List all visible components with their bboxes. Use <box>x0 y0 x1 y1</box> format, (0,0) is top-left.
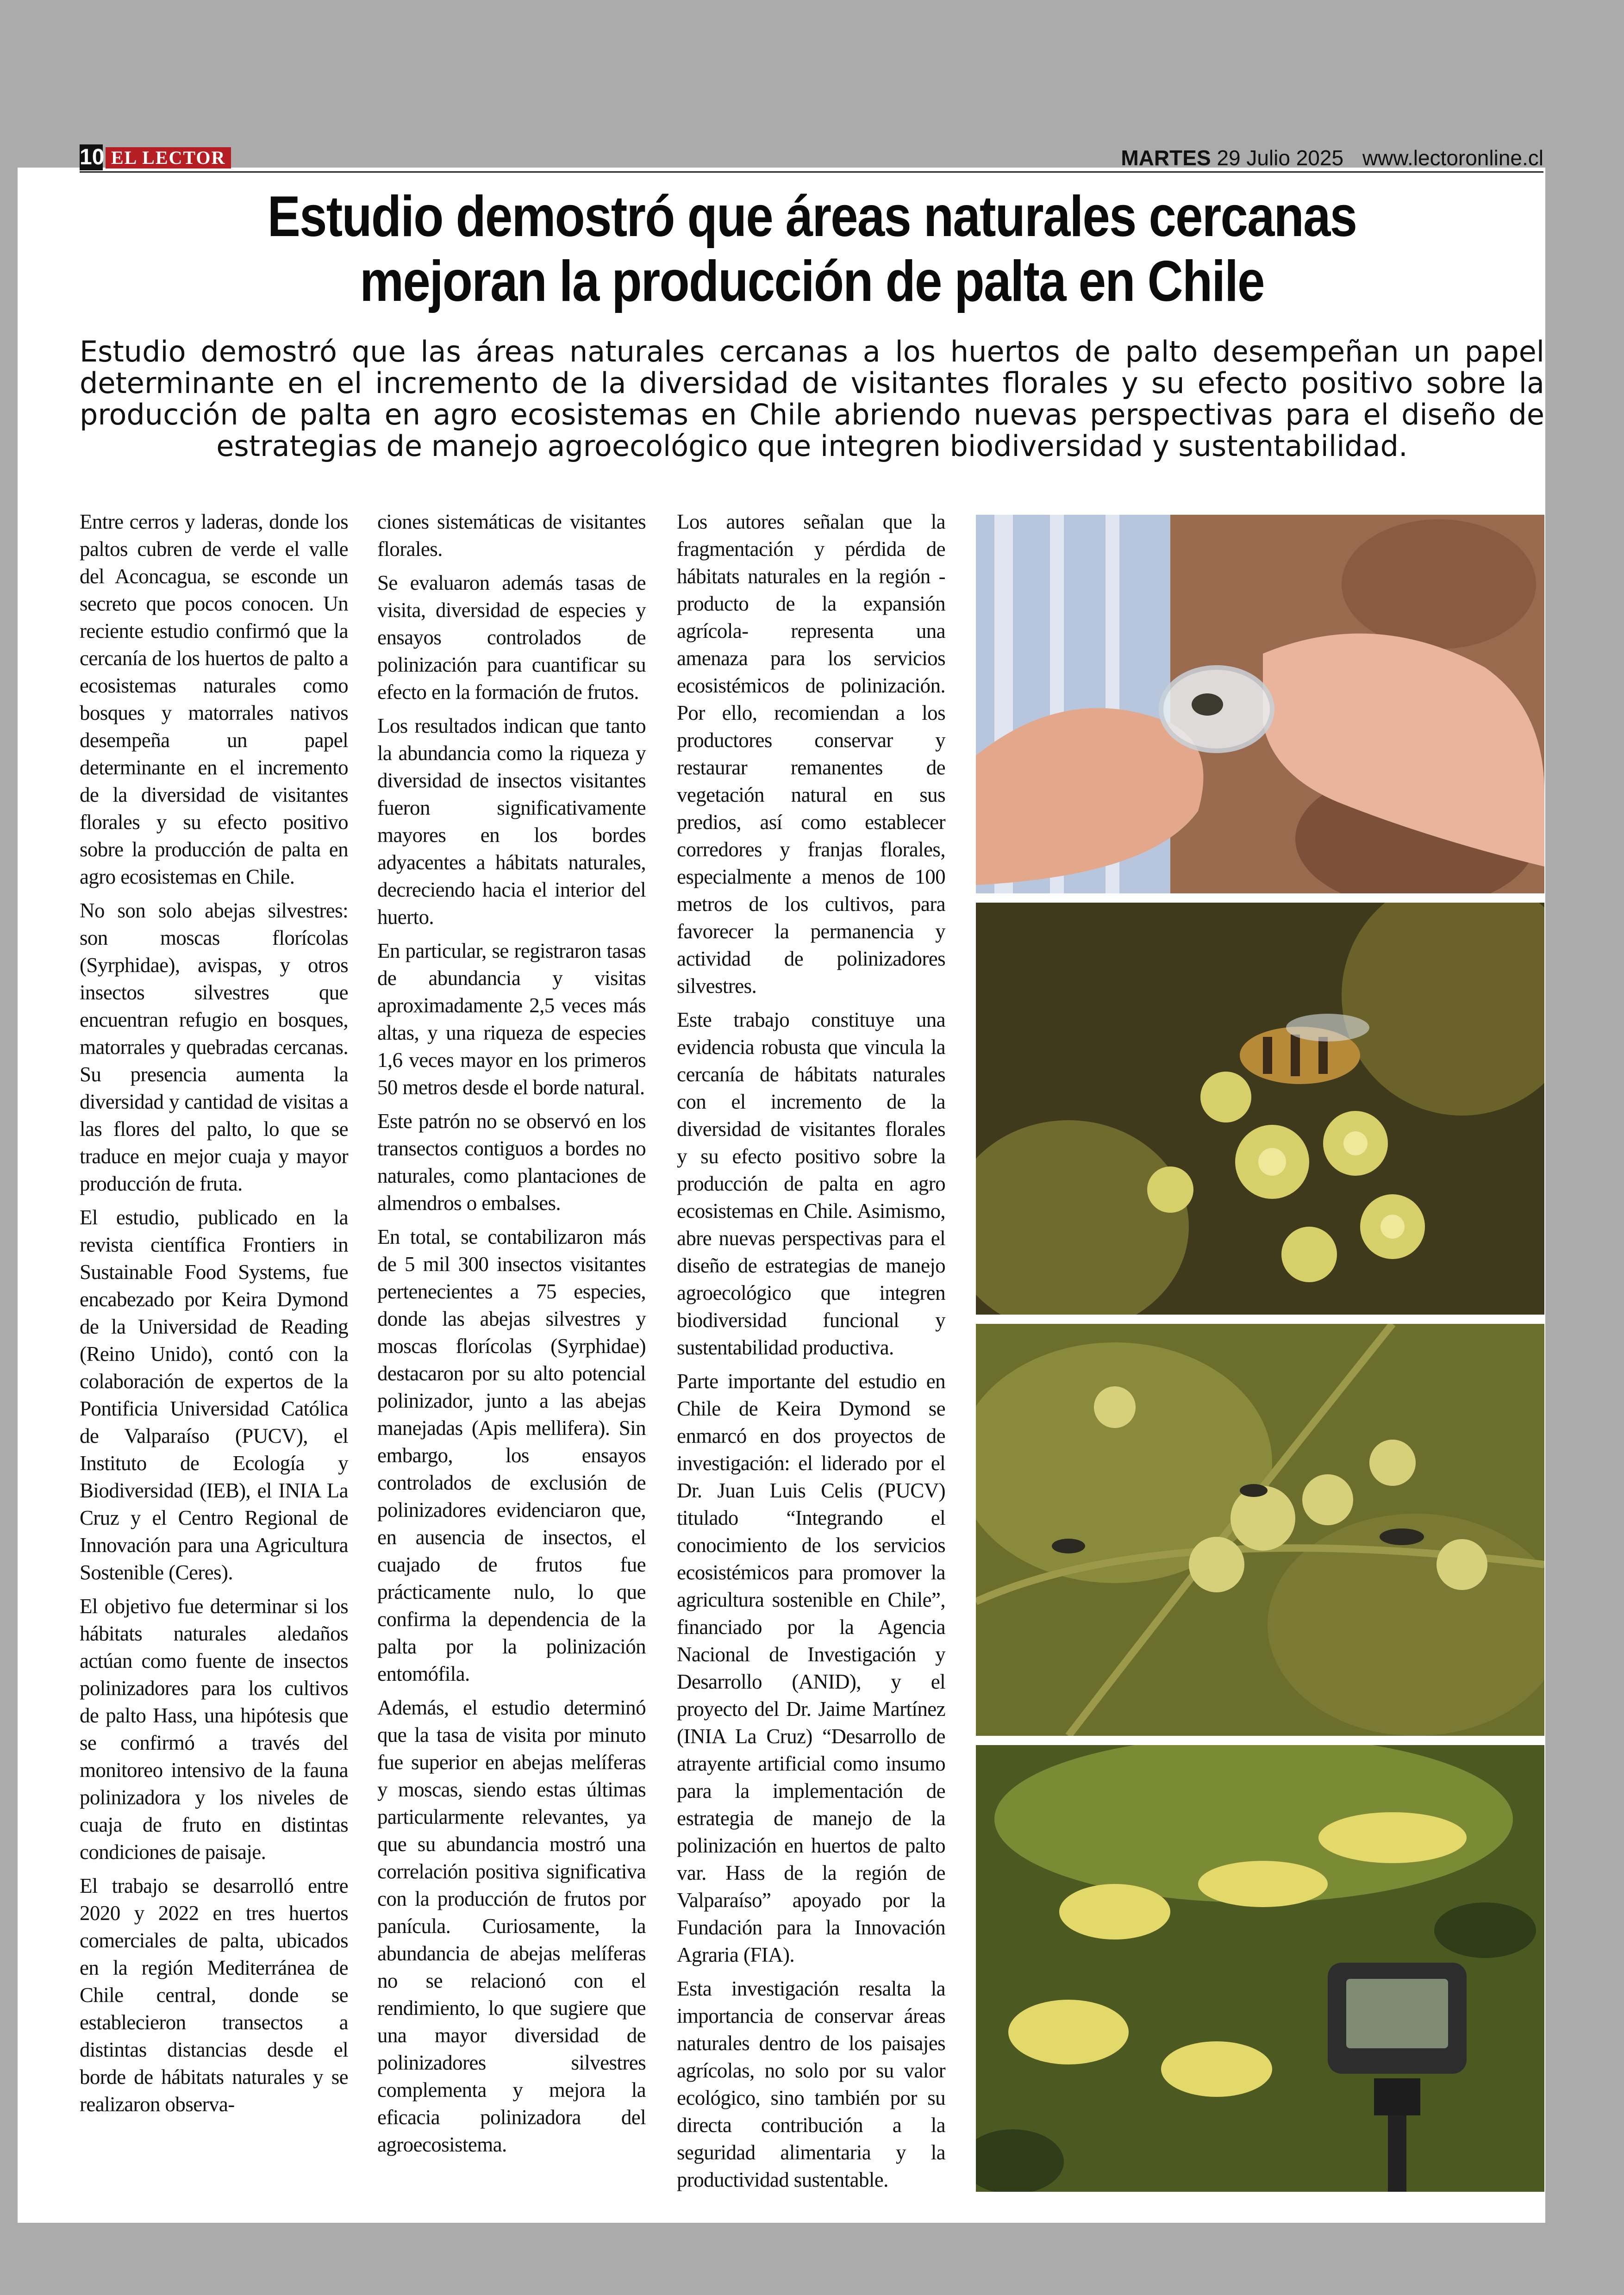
paragraph: El objetivo fue determinar si los hábitats naturales aledaños actúan como fuente de insectos polinizadores para los cultivos de palto Hass, una hipótesis que se confirmó a través del monitoreo intensivo de la fauna polinizadora y los niveles de cuaja de fruto en distintas condiciones de paisaje. <box>80 1595 348 1864</box>
text-column-1 <box>80 508 348 2125</box>
paragraph: Este patrón no se observó en los transectos contiguos a bordes no naturales, como plantaciones de almendros o embalses. <box>377 1110 646 1215</box>
text-column-2 <box>377 508 646 2165</box>
text-column-3 <box>677 508 945 2200</box>
flies-on-avocado-flowers-icon <box>976 1324 1544 1736</box>
paragraph: El trabajo se desarrolló entre 2020 y 2022 en tres huertos comerciales de palta, ubicados en la región Mediterránea de Chile central, donde se establecieron transectos a distintas distancias desde el borde de hábitats naturales y se realizaron observa- <box>80 1874 348 2116</box>
article-subhead: Estudio demostró que las áreas naturales cercanas a los huertos de palto desempeñan un papel determinante en el incremento de la diversidad de visitantes florales y su efecto positivo sobre la producción de palta en agro ecosistemas en Chile abriendo nuevas perspectivas para el diseño de estrategias de manejo agroecológico que integren biodiversidad y sustentabilidad. <box>80 335 1544 463</box>
camera-among-avocado-flowers-icon <box>976 1745 1544 2192</box>
paragraph: Entre cerros y laderas, donde los paltos cubren de verde el valle del Aconcagua, se esconde un secreto que pocos conocen. Un reciente estudio confirmó que la cercanía de los huertos de palto a ecosistemas naturales como bosques y matorrales nativos desempeña un papel determinante en el incremento de la diversidad de visitantes florales y su efecto positivo sobre la producción de palta en agro ecosistemas en Chile. <box>80 510 348 888</box>
dateline-day: MARTES <box>1121 146 1211 170</box>
page-number: 10 <box>80 145 105 169</box>
paragraph: Parte importante del estudio en Chile de Keira Dymond se enmarcó en dos proyectos de investigación: el liderado por el Dr. Juan Luis Celis (PUCV) titulado “Integrando el conocimiento de los servicios ecosistémicos para promover la agricultura sostenible en Chile”, financiado por la Agencia Nacional de Investigación y Desarrollo (ANID), y el proyecto del Dr. Jaime Martínez (INIA La Cruz) “Desarrollo de atrayente artificial como insumo para la implementación de estrategia de manejo de la polinización en huertos de palto var. Hass de la región de Valparaíso” apoyado por la Fundación para la Innovación Agraria (FIA). <box>677 1370 945 1966</box>
paragraph: No son solo abejas silvestres: son moscas florícolas (Syrphidae), avispas, y otros insectos silvestres que encuentran refugio en bosques, matorrales y quebradas cercanas. Su presencia aumenta la diversidad y cantidad de visitas a las flores del palto, lo que se traduce en mejor cuaja y mayor producción de fruta. <box>80 899 348 1195</box>
paragraph: En particular, se registraron tasas de abundancia y visitas aproximadamente 2,5 veces más altas, y una riqueza de especies 1,6 veces mayor en los primeros 50 metros desde el borde natural. <box>377 939 646 1099</box>
paragraph: En total, se contabilizaron más de 5 mil 300 insectos visitantes pertenecientes a 75 especies, donde las abejas silvestres y moscas florícolas (Syrphidae) destacaron por su alto potencial polinizador, junto a las abejas manejadas (Apis mellifera). Sin embargo, los ensayos controlados de exclusión de polinizadores evidenciaron que, en ausencia de insectos, el cuajado de frutos fue prácticamente nulo, lo que confirma la dependencia de la palta por la polinización entomófila. <box>377 1225 646 1685</box>
paragraph: ciones sistemáticas de visitantes florales. <box>377 510 646 561</box>
page-header <box>80 143 1543 172</box>
paragraph: Este trabajo constituye una evidencia robusta que vincula la cercanía de hábitats naturales con el incremento de la diversidad de visitantes florales y su efecto positivo sobre la producción de palta en agro ecosistemas en Chile. Asimismo, abre nuevas perspectivas para el diseño de estrategias de manejo agroecológico que integren biodiversidad funcional y sustentabilidad productiva. <box>677 1008 945 1359</box>
paragraph: Se evaluaron además tasas de visita, diversidad de especies y ensayos controlados de polinización para cuantificar su efecto en la formación de frutos. <box>377 571 646 704</box>
paragraph: Además, el estudio determinó que la tasa de visita por minuto fue superior en abejas melíferas y moscas, siendo estas últimas particularmente relevantes, ya que su abundancia mostró una correlación positiva significativa con la producción de frutos por panícula. Curiosamente, la abundancia de abejas melíferas no se relacionó con el rendimiento, lo que sugiere que una mayor diversidad de polinizadores silvestres complementa y mejora la eficacia polinizadora del agroecosistema. <box>377 1696 646 2156</box>
paragraph: Esta investigación resalta la importancia de conservar áreas naturales dentro de los paisajes agrícolas, no solo por su valor ecológico, sino también por su directa contribución a la seguridad alimentaria y la productividad sustentable. <box>677 1977 945 2191</box>
bee-on-avocado-flower-icon <box>976 903 1544 1315</box>
hands-holding-insect-vial-icon <box>976 515 1544 893</box>
dateline <box>1121 145 1543 170</box>
article-headline: Estudio demostró que áreas naturales cercanas mejoran la producción de palta en Chile <box>267 185 1357 313</box>
paragraph: Los autores señalan que la fragmentación y pérdida de hábitats naturales en la región -producto de la expansión agrícola- representa una amenaza para los servicios ecosistémicos de polinización. Por ello, recomiendan a los productores conservar y restaurar remanentes de vegetación natural en sus predios, así como establecer corredores y franjas florales, especialmente a menos de 100 metros de los cultivos, para favorecer la permanencia y actividad de polinizadores silvestres. <box>677 510 945 998</box>
dateline-date: 29 Julio 2025 <box>1217 146 1344 170</box>
brand-logo: EL LECTOR <box>106 147 231 168</box>
paragraph: El estudio, publicado en la revista científica Frontiers in Sustainable Food Systems, fue encabezado por Keira Dymond de la Universidad de Reading (Reino Unido), contó con la colaboración de expertos de la Pontificia Universidad Católica de Valparaíso (PUCV), el Instituto de Ecología y Biodiversidad (IEB), el INIA La Cruz y el Centro Regional de Innovación para una Agricultura Sostenible (Ceres). <box>80 1206 348 1584</box>
paragraph: Los resultados indican que tanto la abundancia como la riqueza y diversidad de insectos visitantes fueron significativamente mayores en los bordes adyacentes a hábitats naturales, decreciendo hacia el interior del huerto. <box>377 714 646 929</box>
website-link[interactable]: www.lectoronline.cl <box>1362 146 1543 170</box>
header-divider <box>80 171 1543 173</box>
